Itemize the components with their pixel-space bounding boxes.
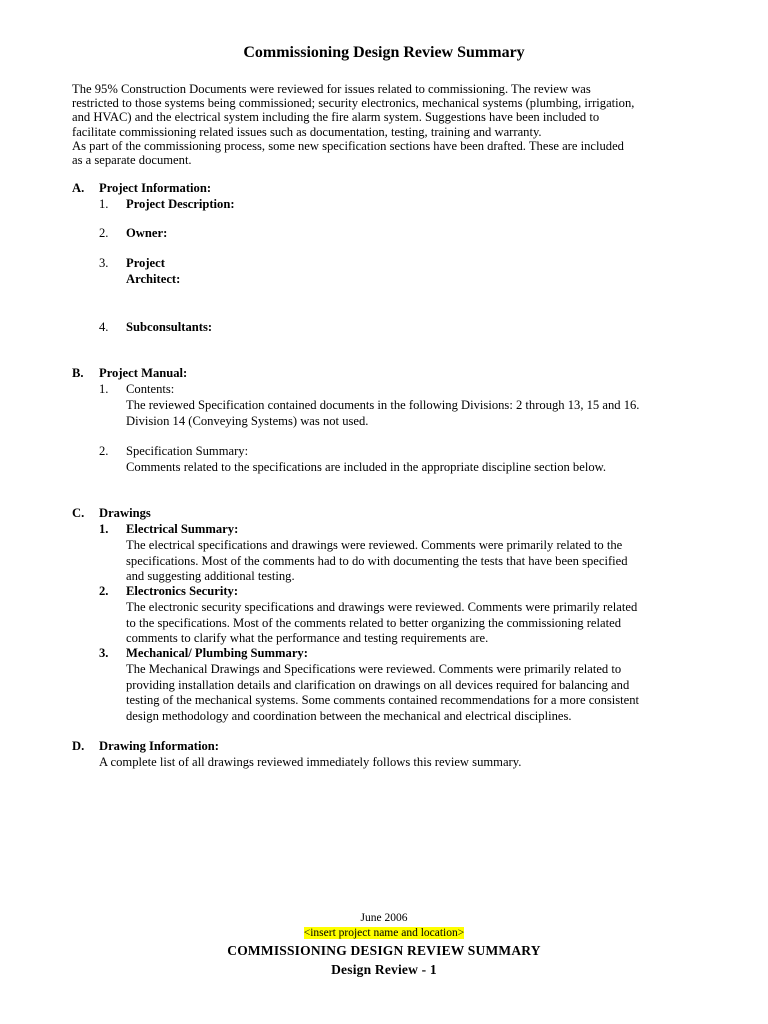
electrical-summary-text bbox=[126, 538, 628, 585]
section-a-heading: Project Information: bbox=[99, 181, 212, 195]
footer-placeholder-wrap bbox=[0, 927, 768, 939]
subconsultants-label: Subconsultants: bbox=[126, 320, 213, 334]
text-line: Division 14 (Conveying Systems) was not used. bbox=[126, 413, 369, 428]
intro-line: The 95% Construction Documents were reviewed for issues related to commissioning. The review was bbox=[72, 82, 591, 96]
specification-summary-label: Specification Summary: bbox=[126, 444, 249, 458]
section-b-letter: B. bbox=[72, 366, 84, 380]
section-a-letter: A. bbox=[72, 181, 85, 195]
text-line: comments to clarify what the performance and testing requirements are. bbox=[126, 631, 489, 646]
text-line: The electronic security specifications and drawings were reviewed. Comments were primarily related bbox=[126, 600, 638, 614]
electronics-security-text bbox=[126, 600, 637, 647]
text-line: design methodology and coordination between the mechanical and electrical disciplines. bbox=[126, 708, 572, 723]
item-number: 4. bbox=[99, 320, 109, 334]
project-architect-label-line2: Architect: bbox=[126, 272, 181, 286]
footer-date: June 2006 bbox=[360, 912, 408, 924]
text-line: specifications. Most of the comments had to do with documenting the tests that have been specified bbox=[126, 553, 628, 568]
intro-paragraph bbox=[72, 82, 634, 167]
footer-page-number: Design Review - 1 bbox=[331, 962, 437, 977]
intro-line: As part of the commissioning process, some new specification sections have been drafted. These are included bbox=[72, 138, 624, 153]
electrical-summary-label: Electrical Summary: bbox=[126, 522, 239, 536]
section-c-letter: C. bbox=[72, 506, 85, 520]
owner-label: Owner: bbox=[126, 226, 168, 240]
text-line: providing installation details and clarification on drawings on all devices required for balancing and bbox=[126, 677, 630, 692]
project-architect-label-line1: Project bbox=[126, 256, 165, 270]
item-number: 1. bbox=[99, 382, 109, 396]
item-number: 2. bbox=[99, 226, 109, 240]
section-b-heading: Project Manual: bbox=[99, 366, 188, 380]
intro-line: and HVAC) and the electrical system including the fire alarm system. Suggestions have been included to bbox=[72, 110, 600, 125]
text-line: testing of the mechanical systems. Some comments contained recommendations for a more consistent bbox=[126, 693, 640, 708]
footer-document-title: COMMISSIONING DESIGN REVIEW SUMMARY bbox=[227, 943, 541, 958]
text-line: The reviewed Specification contained documents in the following Divisions: 2 through 13, 15 and 16. bbox=[126, 398, 640, 412]
intro-line: as a separate document. bbox=[72, 153, 192, 168]
item-number: 2. bbox=[99, 584, 109, 598]
text-line: to the specifications. Most of the comments related to better organizing the commissioning related bbox=[126, 615, 621, 630]
intro-line: facilitate commissioning related issues such as documentation, testing, training and warranty. bbox=[72, 124, 542, 139]
contents-label: Contents: bbox=[126, 382, 175, 396]
electronics-security-label: Electronics Security: bbox=[126, 584, 239, 598]
item-number: 3. bbox=[99, 256, 109, 270]
mechanical-plumbing-summary-text bbox=[126, 662, 639, 724]
section-c-heading: Drawings bbox=[99, 506, 151, 520]
document-title: Commissioning Design Review Summary bbox=[243, 44, 525, 61]
drawing-information-text: A complete list of all drawings reviewed immediately follows this review summary. bbox=[99, 755, 522, 769]
project-name-placeholder: <insert project name and location> bbox=[303, 927, 465, 939]
text-line: The Mechanical Drawings and Specifications were reviewed. Comments were primarily related to bbox=[126, 662, 622, 676]
specification-summary-text: Comments related to the specifications are included in the appropriate discipline section below. bbox=[126, 460, 607, 474]
mechanical-plumbing-summary-label: Mechanical/ Plumbing Summary: bbox=[126, 646, 308, 660]
item-number: 1. bbox=[99, 522, 109, 536]
item-number: 3. bbox=[99, 646, 109, 660]
item-number: 2. bbox=[99, 444, 109, 458]
intro-line: restricted to those systems being commissioned; security electronics, mechanical systems (plumbing, irrigation, bbox=[72, 96, 635, 111]
text-line: The electrical specifications and drawings were reviewed. Comments were primarily related to the bbox=[126, 538, 623, 552]
item-number: 1. bbox=[99, 197, 109, 211]
text-line: and suggesting additional testing. bbox=[126, 569, 295, 584]
section-d-heading: Drawing Information: bbox=[99, 739, 219, 753]
section-d-letter: D. bbox=[72, 739, 85, 753]
project-description-label: Project Description: bbox=[126, 197, 235, 211]
contents-text bbox=[126, 398, 639, 429]
